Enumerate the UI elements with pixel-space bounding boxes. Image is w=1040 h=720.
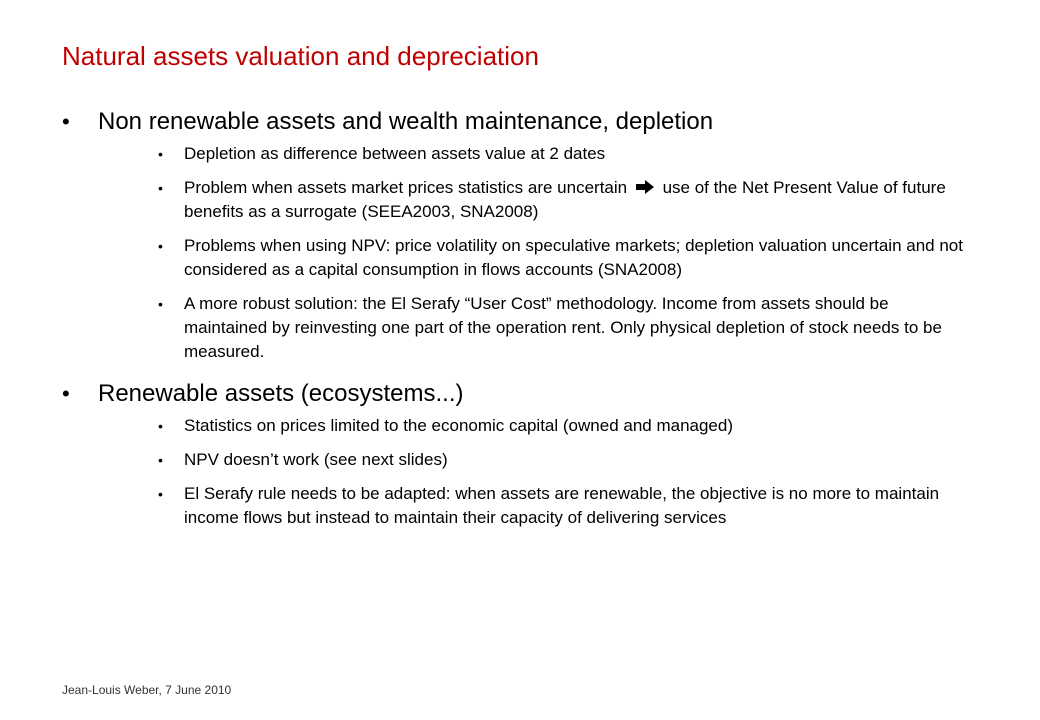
list-item xyxy=(158,482,974,530)
list-item-text: NPV doesn’t work (see next slides) xyxy=(184,450,448,469)
section-heading-text: Non renewable assets and wealth maintenance, depletion xyxy=(98,108,714,135)
list-item xyxy=(158,142,974,166)
list-item xyxy=(158,414,974,438)
bullet-icon: • xyxy=(158,486,163,502)
list-item-text: Problem when assets market prices statistics are uncertain xyxy=(184,178,628,197)
section-heading-renewable xyxy=(62,378,972,410)
list-item xyxy=(158,292,974,364)
slide-title: Natural assets valuation and depreciation xyxy=(62,41,539,71)
bullet-icon: • xyxy=(62,381,70,406)
section-bullets-renewable xyxy=(62,414,972,530)
section-bullets-non-renewable xyxy=(62,142,972,364)
list-item-text: El Serafy rule needs to be adapted: when assets are renewable, the objective is no more to maintain income flows but instead to maintain their capacity of delivering services xyxy=(184,484,940,527)
list-item-text-continued: use of the Net Present Value of future benefits as a surrogate (SEEA2003, SNA2008) xyxy=(184,178,946,221)
list-item-text: Problems when using NPV: price volatility on speculative markets; depletion valuation uncertain and not considered as a capital consumption in flows accounts (SNA2008) xyxy=(184,236,963,279)
section-heading-text: Renewable assets (ecosystems...) xyxy=(98,380,464,407)
section-heading-non-renewable xyxy=(62,106,972,138)
list-item-text: Statistics on prices limited to the economic capital (owned and managed) xyxy=(184,416,734,435)
bullet-icon: • xyxy=(158,296,163,312)
list-item xyxy=(158,234,974,282)
list-item xyxy=(158,448,974,472)
right-arrow-icon xyxy=(635,180,655,194)
bullet-icon: • xyxy=(158,452,163,468)
bullet-icon: • xyxy=(62,109,70,134)
bullet-icon: • xyxy=(158,238,163,254)
slide-content xyxy=(62,106,972,544)
bullet-icon: • xyxy=(158,418,163,434)
bullet-icon: • xyxy=(158,180,163,196)
list-item-text: A more robust solution: the El Serafy “User Cost” methodology. Income from assets should be maintained by reinvesting one part of the operation rent. Only physical depletion of stock needs to be measured. xyxy=(184,294,942,361)
bullet-icon: • xyxy=(158,146,163,162)
list-item xyxy=(158,176,974,224)
slide-footer: Jean-Louis Weber, 7 June 2010 xyxy=(62,683,232,697)
list-item-text: Depletion as difference between assets value at 2 dates xyxy=(184,144,606,163)
